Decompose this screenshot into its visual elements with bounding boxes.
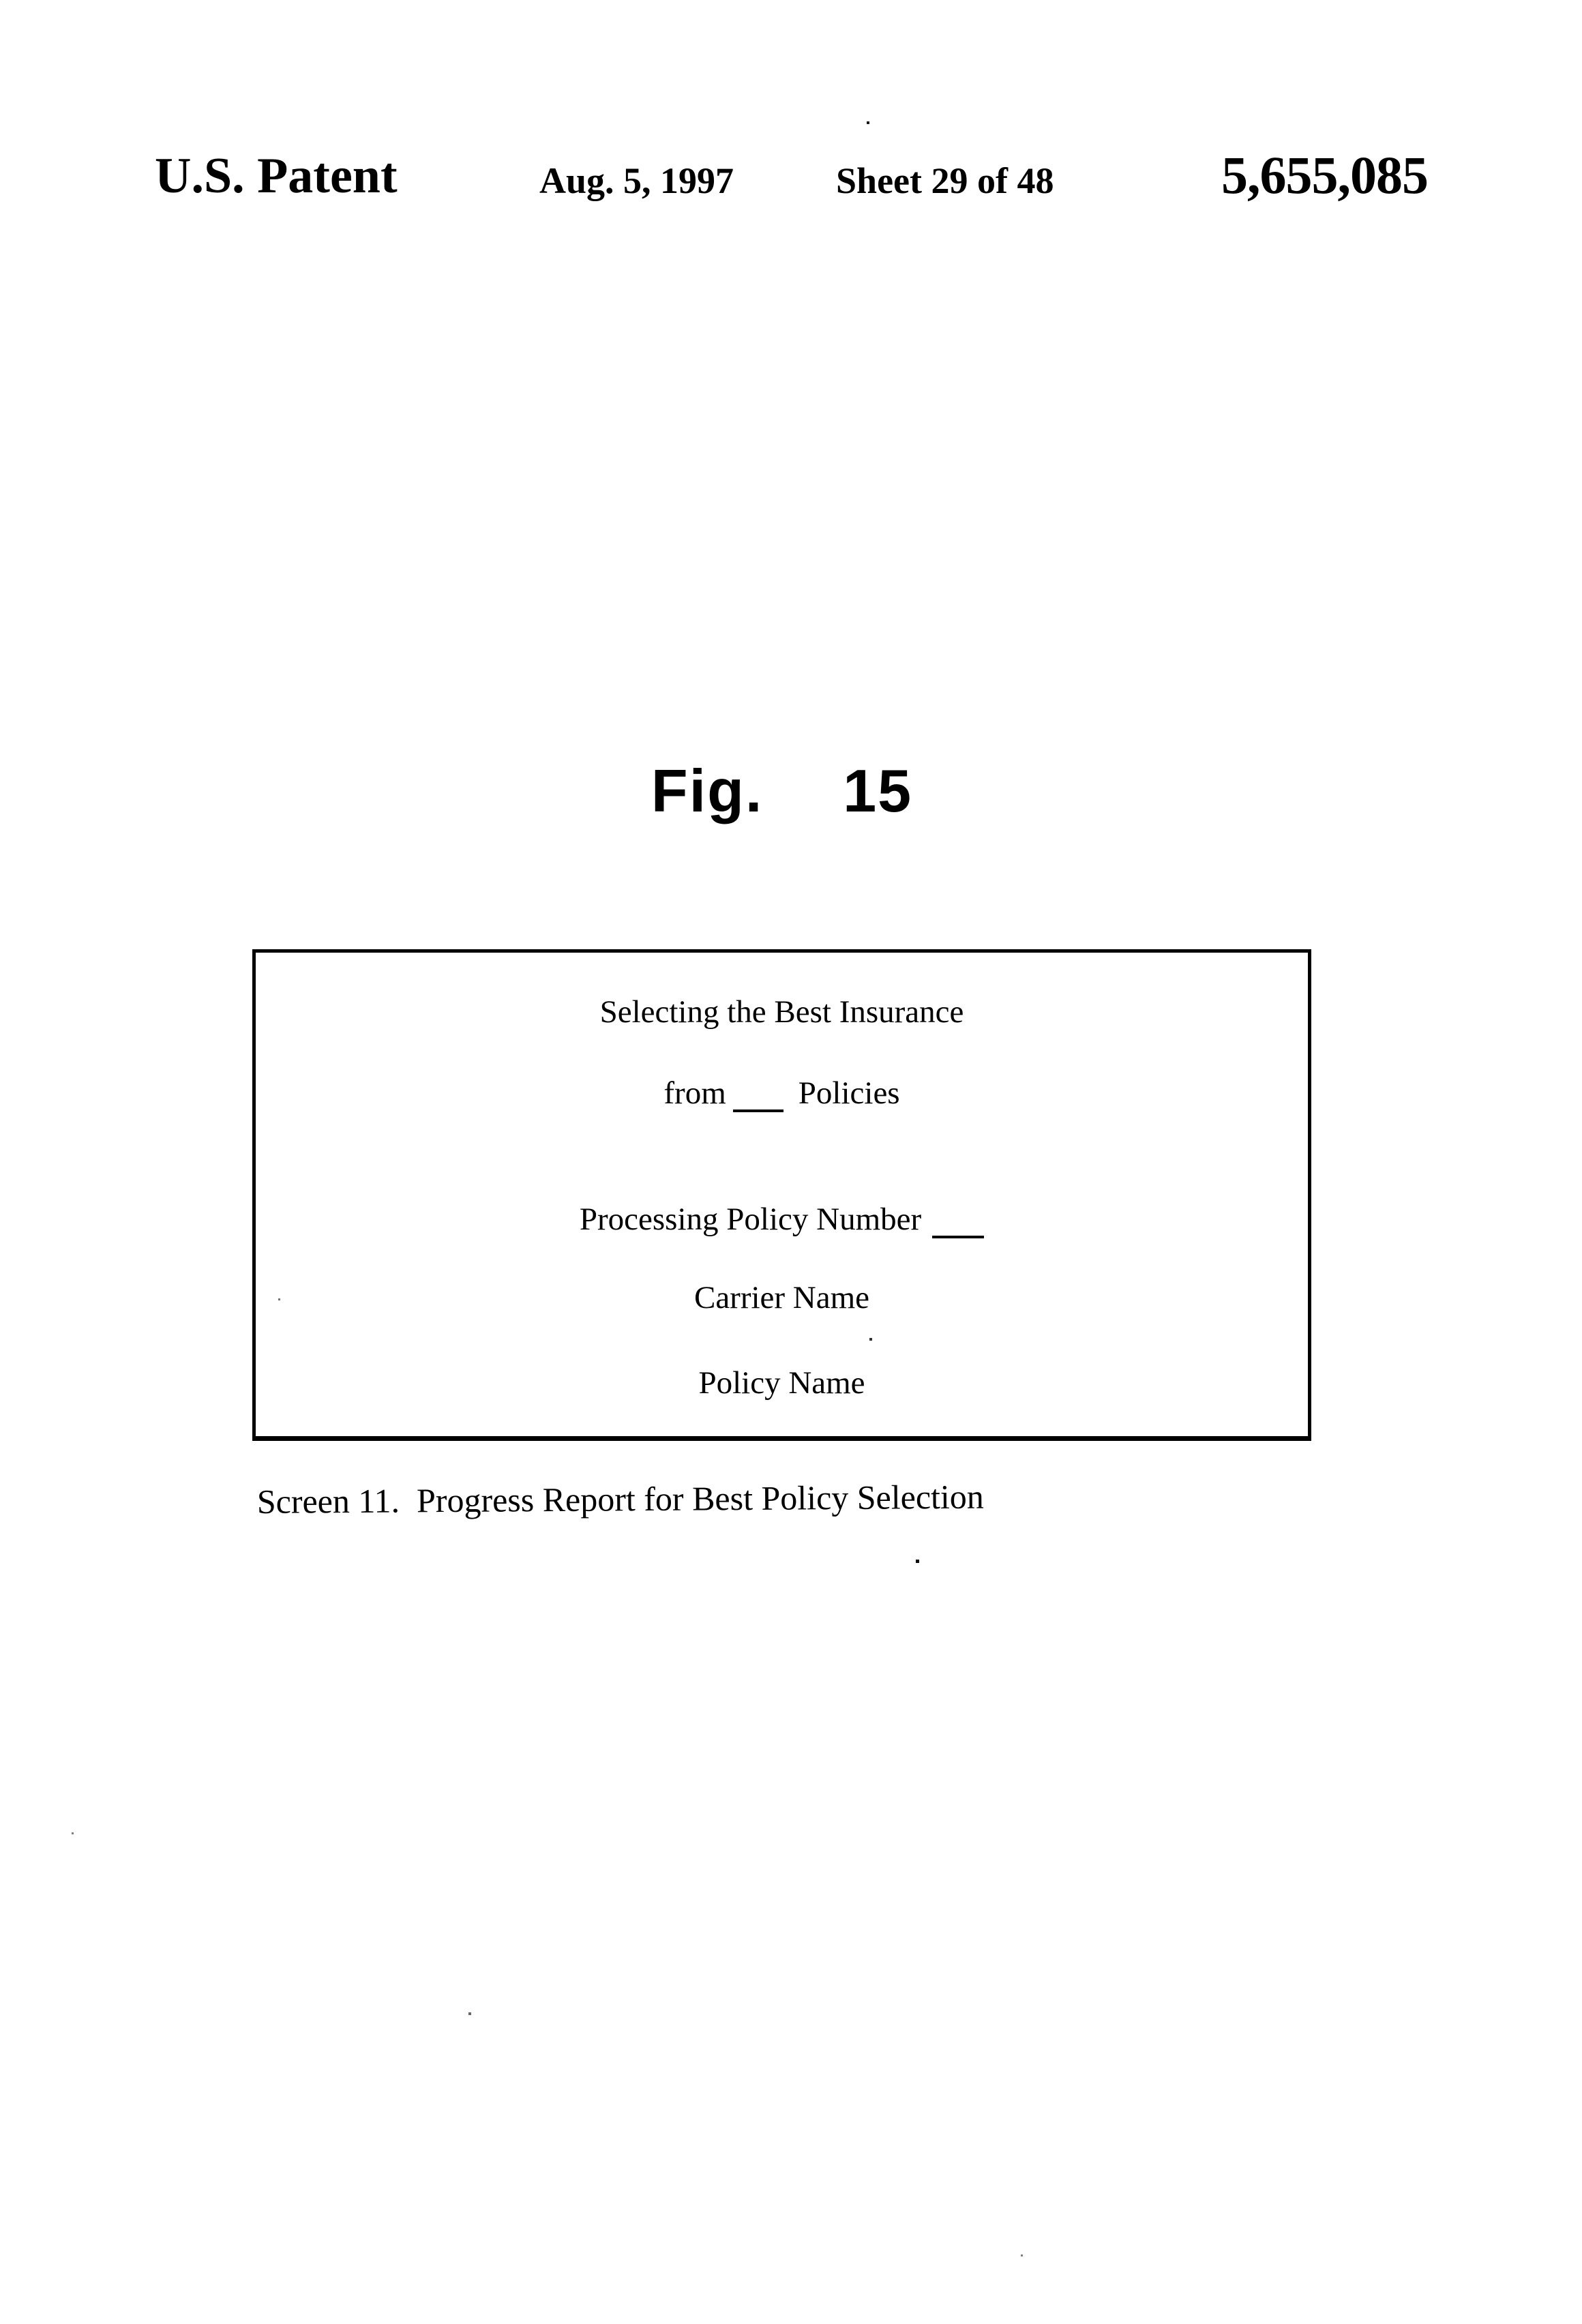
scan-speck	[278, 1298, 280, 1300]
scan-speck	[867, 121, 869, 124]
from-policies-line	[256, 1077, 1308, 1109]
policies-count-blank	[733, 1109, 783, 1112]
patent-date: Aug. 5, 1997	[539, 160, 734, 201]
from-label: from	[663, 1075, 726, 1111]
scan-speck	[468, 2012, 471, 2015]
sheet-count: Sheet 29 of 48	[836, 160, 1054, 201]
screen-mockup-box	[252, 949, 1311, 1441]
processing-policy-line	[256, 1204, 1308, 1236]
figure-title: Fig. 15	[651, 757, 913, 824]
processing-policy-label: Processing Policy Number	[579, 1202, 922, 1237]
policies-label: Policies	[798, 1075, 900, 1111]
scan-speck	[1021, 2254, 1023, 2256]
figure-caption: Screen 11. Progress Report for Best Policy Selection	[256, 1477, 985, 1521]
patent-number: 5,655,085	[1221, 145, 1428, 205]
scan-speck	[72, 1832, 74, 1834]
policy-number-blank	[932, 1236, 984, 1238]
scan-speck	[916, 1560, 919, 1563]
patent-office-label: U.S. Patent	[155, 148, 398, 204]
carrier-name-line: Carrier Name	[693, 1280, 870, 1315]
screen-title-line: Selecting the Best Insurance	[599, 994, 964, 1030]
scan-speck	[869, 1338, 872, 1341]
policy-name-line: Policy Name	[698, 1365, 865, 1401]
